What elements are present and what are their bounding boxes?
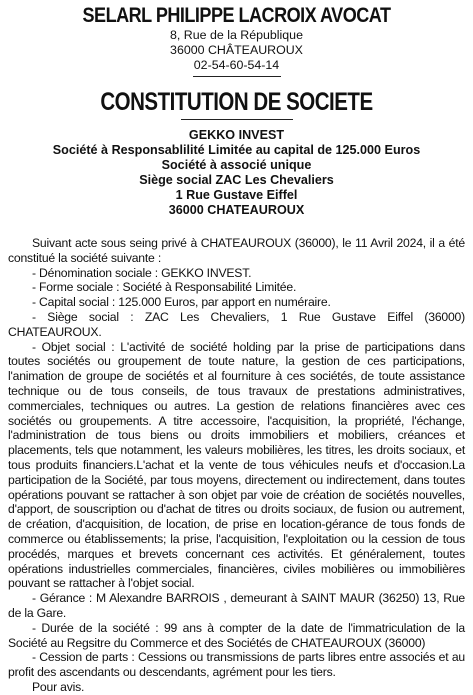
firm-name: SELARL PHILIPPE LACROIX AVOCAT <box>82 4 391 27</box>
divider-title <box>181 119 293 120</box>
company-name: GEKKO INVEST <box>188 128 285 142</box>
intro-paragraph: Suivant acte sous seing privé à CHATEAUROUX (36000), le 11 Avril 2024, il a été constitué la société suivante : <box>8 236 465 265</box>
address-street: 8, Rue de la République <box>170 28 303 42</box>
divider-top <box>193 76 281 77</box>
company-city: 36000 CHATEAUROUX <box>168 203 305 217</box>
company-street: 1 Rue Gustave Eiffel <box>175 188 298 202</box>
notice-title: CONSTITUTION DE SOCIETE <box>100 88 373 116</box>
company-form: Société à Responsablilité Limitée au capital de 125.000 Euros <box>52 143 421 157</box>
capital-paragraph: - Capital social : 125.000 Euros, par apport en numéraire. <box>32 295 331 310</box>
company-seat: Siège social ZAC Les Chevaliers <box>139 173 334 187</box>
address-city: 36000 CHÂTEAUROUX <box>170 43 303 57</box>
duration-paragraph: - Durée de la société : 99 ans à compter de la date de l'immatriculation de la Société au Regsitre du Commerce et des Sociétés de CHATEAUROUX (36000) <box>8 620 465 650</box>
management-paragraph: - Gérance : M Alexandre BARROIS , demeurant à SAINT MAUR (36250) 13, Rue de la Gare. <box>8 591 465 620</box>
seat-paragraph: - Siège social : ZAC Les Chevaliers, 1 Rue Gustave Eiffel (36000) CHATEAUROUX. <box>8 309 465 339</box>
notice-body <box>8 236 465 695</box>
company-block <box>0 128 473 218</box>
address-phone: 02-54-60-54-14 <box>193 58 280 72</box>
company-partner: Société à associé unique <box>161 158 312 172</box>
firm-address <box>0 28 473 73</box>
purpose-paragraph: - Objet social : L'activité de société holding par la prise de participations dans toutes sociétés ou groupement de toute nature, la gestion de ces participations, l'animation de groupe de sociétés et al fourniture à ces sociétés, de toute assistance technique ou de tous conseils, de tous travaux de prestations administratives, commerciales, techniques ou autres. La gestion de relations financières avec ces sociétés ou groupements. A titre accessoire, l'acquisition, la propriété, l'échange, l'administration de tous biens ou droits immobiliers et mobiliers, créances et placements, tels que notamment, les valeurs mobilières, les titres, les droits sociaux, et tous produits financiers.L'achat et la vente de tous véhicules neufs et d'occasion.La participation de la Société, par tous moyens, directement ou indirectement, dans toutes opérations pouvant se rattacher à son objet par voie de création de sociétés nouvelles, d'apport, de souscription ou d'achat de titres ou droits sociaux, de fusion ou autrement, de création, d'acquisition, de location, de prise en location-gérance de tous fonds de commerce ou établissements; la prise, l'acquisition, l'exploitation ou la cession de tous procédés, marques et brevets concernant ces activités. Et généralement, toutes opérations industrielles commerciales, financières, civiles mobilières ou immobilières pouvant se rattacher à l'objet social. <box>8 339 465 591</box>
denomination-paragraph: - Dénomination sociale : GEKKO INVEST. <box>32 265 252 280</box>
transfer-paragraph: - Cession de parts : Cessions ou transmissions de parts libres entre associés et au profit des ascendants ou descendants, agrément pour les tiers. <box>8 650 465 680</box>
form-paragraph: - Forme sociale : Société à Responsabilité Limitée. <box>32 280 297 295</box>
closing-paragraph: Pour avis. <box>32 679 85 694</box>
